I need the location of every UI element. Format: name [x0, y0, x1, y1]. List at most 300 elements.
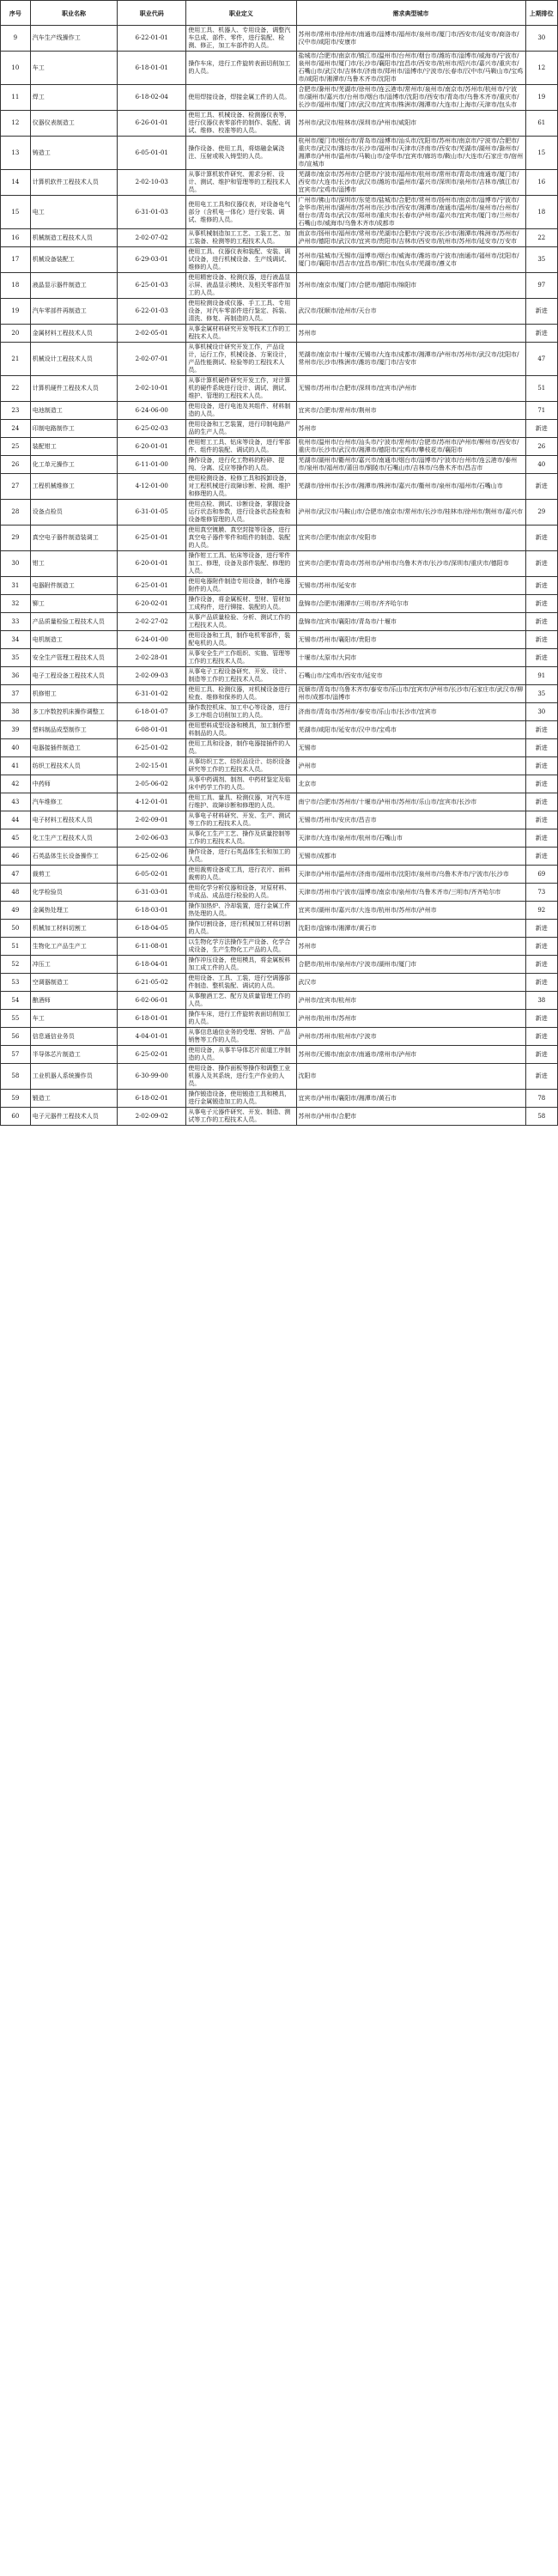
row-seq: 14 — [1, 170, 31, 196]
row-occupation-code: 6-25-02-06 — [118, 848, 186, 866]
table-row — [1, 273, 558, 299]
row-prev-rank: 新进 — [525, 775, 557, 793]
table-row — [1, 1028, 558, 1046]
row-seq: 54 — [1, 992, 31, 1010]
row-seq: 20 — [1, 325, 31, 343]
table-row — [1, 631, 558, 649]
row-prev-rank: 35 — [525, 247, 557, 273]
row-definition: 操作切割设备，进行机械加工材料切割的人员。 — [186, 920, 296, 938]
row-cities: 天津市/苏州市/宁波市/淄博市/南京市/泉州市/乌鲁木齐市/三明市/齐齐哈尔市 — [296, 884, 525, 902]
row-definition: 操作锻造设备，使用锻造工具和模具，进行金属锻造加工的人员。 — [186, 1090, 296, 1108]
row-definition: 使用裁剪设备或工具，进行衣片、面料裁剪的人员。 — [186, 866, 296, 884]
row-seq: 10 — [1, 52, 31, 85]
row-occupation-name: 机械加工材料切割工 — [30, 920, 117, 938]
row-cities: 天津市/大连市/泉州市/杭州市/石嘴山市 — [296, 829, 525, 848]
row-cities: 武汉市/抚顺市/沧州市/天台市 — [296, 299, 525, 325]
row-seq: 31 — [1, 577, 31, 595]
row-occupation-name: 化工单元操作工 — [30, 456, 117, 474]
row-seq: 16 — [1, 229, 31, 247]
row-occupation-name: 化学检验员 — [30, 884, 117, 902]
row-occupation-code: 6-25-01-03 — [118, 273, 186, 299]
row-prev-rank: 新进 — [525, 974, 557, 992]
row-seq: 29 — [1, 526, 31, 551]
row-occupation-code: 2-02-09-01 — [118, 811, 186, 829]
row-seq: 34 — [1, 631, 31, 649]
row-occupation-code: 6-24-06-00 — [118, 402, 186, 420]
row-definition: 从事化工生产工艺、操作及质量控制等工作的工程技术人员。 — [186, 829, 296, 848]
table-row — [1, 721, 558, 739]
row-cities: 盐城市/合肥市/南京市/镇江市/温州市/台州市/烟台市/潍坊市/淄博市/威海市/宁波市/泉州市/福州市/厦门市/长沙市/襄阳市/宜昌市/西安市/杭州市/绍兴市/嘉兴市/重庆市/石嘴山市/武汉市/吉林市/济南市/郑州市/淄博市/宁波市/长春市/汉中市/马鞍山市/宝鸡市/咸阳市/湘潭市/乌鲁木齐市/沈阳市 — [296, 52, 525, 85]
table-row — [1, 1064, 558, 1090]
row-occupation-code: 6-22-01-03 — [118, 299, 186, 325]
row-definition: 操作设备、使用工具，将熔融金属浇注、压射或吸入铸型的人员。 — [186, 137, 296, 170]
row-cities: 苏州市/常州市/徐州市/南通市/淄博市/福州市/泉州市/厦门市/西安市/延安市/商洛市/汉中市/咸阳市/安康市 — [296, 26, 525, 52]
row-prev-rank: 新进 — [525, 956, 557, 974]
row-cities: 苏州市/武汉市/桂林市/深圳市/泸州市/咸阳市 — [296, 111, 525, 137]
row-cities: 盘锦市/合肥市/湘潭市/三明市/齐齐哈尔市 — [296, 595, 525, 613]
row-seq: 27 — [1, 474, 31, 500]
row-prev-rank: 新进 — [525, 595, 557, 613]
occupation-table — [0, 0, 558, 1126]
row-seq: 50 — [1, 920, 31, 938]
row-occupation-name: 汽车零部件再制造工 — [30, 299, 117, 325]
row-seq: 43 — [1, 793, 31, 811]
row-definition: 操作车床，进行工件旋转表面切削加工的人员。 — [186, 52, 296, 85]
row-cities: 无锡市/苏州市/安庆市/昌吉市 — [296, 811, 525, 829]
row-cities: 合肥市/滁州市/芜湖市/徐州市/连云港市/常州市/泉州市/南京市/苏州市/杭州市/宁波市/湖州市/嘉兴市/台州市/烟台市/淄博市/沈阳市/西安市/青岛市/乌鲁木齐市/重庆市/长沙市/福州市/厦门市/武汉市/宜宾市/株洲市/湘潭市/大连市/上海市/天津市/包头市 — [296, 85, 525, 111]
row-cities: 苏州市/无锡市/南京市/南通市/常州市/泸州市 — [296, 1046, 525, 1064]
row-prev-rank: 新进 — [525, 526, 557, 551]
row-occupation-code: 6-02-06-01 — [118, 992, 186, 1010]
row-definition: 使用设备，进行电池及其组件、材料制造的人员。 — [186, 402, 296, 420]
row-prev-rank: 30 — [525, 26, 557, 52]
row-occupation-name: 化工生产工程技术人员 — [30, 829, 117, 848]
row-prev-rank: 58 — [525, 1108, 557, 1126]
row-definition: 从事计算机软件研究、需求分析、设计、测试、维护和管理等的工程技术人员。 — [186, 170, 296, 196]
row-cities: 泸州市/苏州市/杭州市/宁波市 — [296, 1028, 525, 1046]
row-seq: 55 — [1, 1010, 31, 1028]
row-definition: 从事计算机硬件研究开发工作，对计算机的硬件系统进行设计、调试、测试、维护、管理的工程技术人员。 — [186, 376, 296, 402]
row-definition: 使用设备、操作面板等操作和调整工业机器人及其系统，进行生产作业的人员。 — [186, 1064, 296, 1090]
row-occupation-code: 2-02-10-03 — [118, 170, 186, 196]
table-row — [1, 685, 558, 703]
row-prev-rank: 15 — [525, 137, 557, 170]
table-row — [1, 667, 558, 685]
row-seq: 15 — [1, 196, 31, 229]
row-prev-rank: 40 — [525, 456, 557, 474]
row-occupation-name: 电子材料工程技术人员 — [30, 811, 117, 829]
table-row — [1, 866, 558, 884]
row-prev-rank: 78 — [525, 1090, 557, 1108]
row-definition: 操作钳工工具、钻床等设备，进行零件加工、修理，设备及部件装配、修理的人员。 — [186, 551, 296, 577]
row-occupation-name: 产品质量检验工程技术人员 — [30, 613, 117, 631]
row-occupation-name: 空调器制造工 — [30, 974, 117, 992]
row-occupation-code: 6-31-01-05 — [118, 500, 186, 526]
row-occupation-name: 中药师 — [30, 775, 117, 793]
row-occupation-name: 印制电路制作工 — [30, 420, 117, 438]
row-prev-rank: 新进 — [525, 811, 557, 829]
row-cities: 宜宾市/泸州市/襄阳市/湘潭市/黄石市 — [296, 1090, 525, 1108]
row-definition: 使用检测设备、检修工具和拆卸设备，对工程机械进行故障诊断、检测、维护和修理的人员。 — [186, 474, 296, 500]
row-definition: 从事酿酒工艺、配方及质量管理工作的人员。 — [186, 992, 296, 1010]
row-definition: 使用电工工具和仪器仪表，对设备电气部分（含机电一体化）进行安装、调试、维修的人员。 — [186, 196, 296, 229]
row-cities: 武汉市 — [296, 974, 525, 992]
row-seq: 59 — [1, 1090, 31, 1108]
row-occupation-name: 多工序数控机床操作调整工 — [30, 703, 117, 721]
row-prev-rank: 新进 — [525, 577, 557, 595]
row-occupation-code: 6-21-05-02 — [118, 974, 186, 992]
row-definition: 操作车床，进行工件旋转表面切削加工的人员。 — [186, 1010, 296, 1028]
row-seq: 22 — [1, 376, 31, 402]
row-prev-rank: 新进 — [525, 848, 557, 866]
table-row — [1, 848, 558, 866]
row-occupation-code: 2-05-06-02 — [118, 775, 186, 793]
row-occupation-code: 2-02-15-01 — [118, 757, 186, 775]
table-row — [1, 884, 558, 902]
row-definition: 使用工具、机器人、专用设备，调整汽车总成、部件、零件，进行装配、检测、修正，加工车部件的人员。 — [186, 26, 296, 52]
row-cities: 十堰市/太原市/大同市 — [296, 649, 525, 667]
row-cities: 苏州市/南京市/厦门市/合肥市/德阳市/绵阳市 — [296, 273, 525, 299]
row-occupation-code: 2-02-28-01 — [118, 649, 186, 667]
row-definition: 使用钳工工具、钻床等设备，进行零部件、组件的装配、调试的人员。 — [186, 438, 296, 456]
row-cities: 泸州市/宜宾市/杭州市 — [296, 992, 525, 1010]
row-occupation-name: 计算机硬件工程技术人员 — [30, 376, 117, 402]
row-definition: 操作设备，进行化工物料的粉碎、提纯、分离、反应等操作的人员。 — [186, 456, 296, 474]
row-definition: 操作冲压设备，使用模具，将金属板料加工成工件的人员。 — [186, 956, 296, 974]
row-cities: 无锡市/苏州市/延安市 — [296, 577, 525, 595]
table-row — [1, 577, 558, 595]
row-occupation-name: 信息通信业务员 — [30, 1028, 117, 1046]
row-prev-rank: 22 — [525, 229, 557, 247]
row-definition: 使用电器附件制造专用设备，制作电器附件的人员。 — [186, 577, 296, 595]
row-seq: 45 — [1, 829, 31, 848]
row-cities: 泸州市/杭州市/苏州市 — [296, 1010, 525, 1028]
table-row — [1, 500, 558, 526]
table-row — [1, 456, 558, 474]
row-occupation-name: 机械设备装配工 — [30, 247, 117, 273]
row-cities: 芜湖市/咸阳市/延安市/汉中市/宝鸡市 — [296, 721, 525, 739]
row-definition: 使用化学分析仪器和设备，对原材料、半成品、成品进行检验的人员。 — [186, 884, 296, 902]
row-definition: 操作加热炉、冷却装置，进行金属工件热处理的人员。 — [186, 902, 296, 920]
row-seq: 36 — [1, 667, 31, 685]
row-prev-rank: 61 — [525, 111, 557, 137]
row-prev-rank: 新进 — [525, 325, 557, 343]
row-cities: 广州市/佛山市/深圳市/东莞市/盐城市/合肥市/常州市/扬州市/南京市/淄博市/宁波市/金华市/杭州市/湖州市/苏州市/长沙市/西安市/湘潭市/南通市/温州市/泉州市/台州市/烟台市/青岛市/武汉市/郑州市/重庆市/长春市/泸州市/嘉兴市/宜宾市/厦门市/兰州市/石嘴山市/威海市/乌鲁木齐市/成都市 — [296, 196, 525, 229]
table-row — [1, 474, 558, 500]
row-seq: 58 — [1, 1064, 31, 1090]
row-occupation-name: 电子工程设备工程技术人员 — [30, 667, 117, 685]
table-row — [1, 1108, 558, 1126]
row-prev-rank: 新进 — [525, 739, 557, 757]
row-occupation-code: 6-31-01-03 — [118, 196, 186, 229]
row-seq: 13 — [1, 137, 31, 170]
row-prev-rank: 47 — [525, 343, 557, 376]
row-definition: 从事安全生产工作组织、实施、管理等工作的工程技术人员。 — [186, 649, 296, 667]
row-definition: 使用设备和工艺装置，进行印制电路产品的生产人员。 — [186, 420, 296, 438]
row-prev-rank: 91 — [525, 667, 557, 685]
table-row — [1, 85, 558, 111]
table-row — [1, 247, 558, 273]
row-seq: 28 — [1, 500, 31, 526]
row-occupation-code: 2-02-07-02 — [118, 229, 186, 247]
row-prev-rank: 51 — [525, 376, 557, 402]
row-seq: 26 — [1, 456, 31, 474]
row-occupation-code: 6-08-01-01 — [118, 721, 186, 739]
row-occupation-code: 4-12-01-00 — [118, 474, 186, 500]
row-occupation-name: 焊工 — [30, 85, 117, 111]
row-seq: 32 — [1, 595, 31, 613]
table-row — [1, 703, 558, 721]
row-prev-rank: 18 — [525, 196, 557, 229]
row-occupation-name: 机械制造工程技术人员 — [30, 229, 117, 247]
table-row — [1, 793, 558, 811]
row-prev-rank: 新进 — [525, 420, 557, 438]
row-prev-rank: 73 — [525, 884, 557, 902]
row-definition: 从事电子工程设备研究、开发、设计、制造等工作的工程技术人员。 — [186, 667, 296, 685]
row-occupation-code: 4-04-01-01 — [118, 1028, 186, 1046]
row-prev-rank: 12 — [525, 52, 557, 85]
row-prev-rank: 新进 — [525, 649, 557, 667]
table-row — [1, 111, 558, 137]
table-row — [1, 613, 558, 631]
row-cities: 沈阳市/盘锦市/湘潭市/黄石市 — [296, 920, 525, 938]
row-occupation-code: 2-02-10-01 — [118, 376, 186, 402]
table-row — [1, 739, 558, 757]
table-row — [1, 229, 558, 247]
row-cities: 杭州市/厦门市/烟台市/青岛市/淄博市/汕头市/沈阳市/苏州市/南京市/宁波市/合肥市/重庆市/武汉市/潍坊市/长沙市/福州市/天津市/济南市/西安市/芜湖市/湖州市/滁州市/湘潭市/泸州市/温州市/马鞍山市/金华市/宜宾市/廊坊市/鞍山市/大连市/石家庄市/宿州市/宣城市 — [296, 137, 525, 170]
row-occupation-code: 6-31-01-02 — [118, 685, 186, 703]
table-row — [1, 1046, 558, 1064]
row-cities: 泸州市/武汉市/马鞍山市/合肥市/南京市/常州市/长沙市/桂林市/徐州市/荆州市/嘉兴市 — [296, 500, 525, 526]
row-occupation-code: 6-30-99-00 — [118, 1064, 186, 1090]
row-seq: 23 — [1, 402, 31, 420]
row-occupation-code: 6-25-01-01 — [118, 526, 186, 551]
row-cities: 北京市 — [296, 775, 525, 793]
row-cities: 石嘴山市/宝鸡市/西安市/延安市 — [296, 667, 525, 685]
row-occupation-code: 6-05-02-01 — [118, 866, 186, 884]
row-prev-rank: 新进 — [525, 793, 557, 811]
row-cities: 芜湖市/南京市/十堰市/无锡市/大连市/成都市/湘潭市/泸州市/苏州市/武汉市/沈阳市/常州市/长沙市/株洲市/潍坊市/厦门市/吉安市 — [296, 343, 525, 376]
row-occupation-name: 金属材料工程技术人员 — [30, 325, 117, 343]
row-seq: 12 — [1, 111, 31, 137]
row-occupation-name: 纺织工程技术人员 — [30, 757, 117, 775]
row-occupation-code: 6-18-04-01 — [118, 956, 186, 974]
row-occupation-name: 机械设计工程技术人员 — [30, 343, 117, 376]
row-cities: 苏州市 — [296, 420, 525, 438]
row-seq: 42 — [1, 775, 31, 793]
row-seq: 37 — [1, 685, 31, 703]
row-prev-rank: 19 — [525, 85, 557, 111]
table-row — [1, 974, 558, 992]
row-occupation-code: 6-18-02-04 — [118, 85, 186, 111]
row-definition: 使用工具、仪器仪表和装配、安装、调试设备，进行机械设备、生产线调试、维修的人员。 — [186, 247, 296, 273]
row-occupation-code: 6-18-03-01 — [118, 902, 186, 920]
row-definition: 以生物化学方法操作生产设备、化学合成设备，生产生物化工产品的人员。 — [186, 938, 296, 956]
row-seq: 9 — [1, 26, 31, 52]
row-prev-rank: 新进 — [525, 1010, 557, 1028]
row-occupation-name: 工业机器人系统操作员 — [30, 1064, 117, 1090]
table-row — [1, 595, 558, 613]
row-prev-rank: 35 — [525, 685, 557, 703]
row-prev-rank: 新进 — [525, 613, 557, 631]
row-definition: 使用检测设备或仪器、手工工具、专用设备，对汽车零部件进行鉴定、拆装、清洗、修复、再制造的人员。 — [186, 299, 296, 325]
table-row — [1, 526, 558, 551]
row-cities: 宜宾市/合肥市/南京市/安阳市 — [296, 526, 525, 551]
row-definition: 使用工具、量具、检测仪器，对汽车进行维护、故障诊断和修理的人员。 — [186, 793, 296, 811]
row-seq: 47 — [1, 866, 31, 884]
row-seq: 19 — [1, 299, 31, 325]
table-row — [1, 956, 558, 974]
row-seq: 48 — [1, 884, 31, 902]
table-row — [1, 920, 558, 938]
row-definition: 使用点检、测试、诊断设备，掌握设备运行状态和参数，进行设备状态检查和设备维修管理的人员。 — [186, 500, 296, 526]
table-row — [1, 343, 558, 376]
table-body — [1, 26, 558, 1126]
row-definition: 操作设备，将金属板材、型材、管材加工成构件，进行铆接、装配的人员。 — [186, 595, 296, 613]
row-occupation-name: 生物化工产品生产工 — [30, 938, 117, 956]
row-occupation-name: 液晶显示器件制造工 — [30, 273, 117, 299]
row-seq: 57 — [1, 1046, 31, 1064]
table-header — [1, 1, 558, 26]
row-prev-rank: 新进 — [525, 920, 557, 938]
header-definition: 职业定义 — [186, 1, 296, 26]
row-occupation-name: 塑料制品成型制作工 — [30, 721, 117, 739]
row-cities: 抚顺市/青岛市/乌鲁木齐市/泰安市/乐山市/宜宾市/泸州市/长沙市/石家庄市/武汉市/柳州市/成都市/淄博市 — [296, 685, 525, 703]
row-prev-rank: 29 — [525, 500, 557, 526]
row-seq: 18 — [1, 273, 31, 299]
row-occupation-name: 电器附件制造工 — [30, 577, 117, 595]
table-row — [1, 402, 558, 420]
row-definition: 使用焊接设备，焊接金属工件的人员。 — [186, 85, 296, 111]
row-seq: 35 — [1, 649, 31, 667]
row-definition: 从事机械设计研究开发工作，产品设计，运行工作，机械设备、方案设计，产品性能测试、检验等的工程技术人员。 — [186, 343, 296, 376]
row-seq: 49 — [1, 902, 31, 920]
row-occupation-name: 电子元器件工程技术人员 — [30, 1108, 117, 1126]
row-prev-rank: 新进 — [525, 938, 557, 956]
table-row — [1, 420, 558, 438]
table-row — [1, 649, 558, 667]
row-occupation-code: 6-24-01-00 — [118, 631, 186, 649]
row-occupation-name: 半导体芯片制造工 — [30, 1046, 117, 1064]
row-prev-rank: 新进 — [525, 474, 557, 500]
row-definition: 从事信息通信业务的受理、营销、产品销售等工作的人员。 — [186, 1028, 296, 1046]
row-occupation-code: 6-25-02-01 — [118, 1046, 186, 1064]
table-row — [1, 376, 558, 402]
row-occupation-code: 6-26-01-01 — [118, 111, 186, 137]
row-occupation-name: 安全生产管理工程技术人员 — [30, 649, 117, 667]
row-definition: 从事电子材料研究、开发、生产、测试等工作的工程技术人员。 — [186, 811, 296, 829]
row-prev-rank: 新进 — [525, 1028, 557, 1046]
row-cities: 南宁市/合肥市/苏州市/十堰市/泸州市/苏州市/乐山市/宜宾市/长沙市 — [296, 793, 525, 811]
table-row — [1, 757, 558, 775]
row-cities: 宜宾市/湖州市/嘉兴市/大连市/杭州市/苏州市/泸州市 — [296, 902, 525, 920]
row-occupation-name: 金属热处理工 — [30, 902, 117, 920]
row-cities: 宜宾市/合肥市/青岛市/苏州市/泸州市/乌鲁木齐市/长沙市/深圳市/重庆市/德阳市 — [296, 551, 525, 577]
row-occupation-code: 6-18-01-07 — [118, 703, 186, 721]
table-row — [1, 1010, 558, 1028]
table-row — [1, 325, 558, 343]
row-prev-rank: 新进 — [525, 551, 557, 577]
row-cities: 无锡市/苏州市/合肥市/深圳市/宜宾市/泸州市 — [296, 376, 525, 402]
row-prev-rank: 38 — [525, 992, 557, 1010]
table-row — [1, 829, 558, 848]
row-seq: 56 — [1, 1028, 31, 1046]
row-seq: 24 — [1, 420, 31, 438]
row-prev-rank: 30 — [525, 703, 557, 721]
row-occupation-code: 2-02-27-02 — [118, 613, 186, 631]
row-occupation-name: 工程机械维修工 — [30, 474, 117, 500]
row-occupation-name: 计算机软件工程技术人员 — [30, 170, 117, 196]
row-definition: 从事金属材料研究开发等技术工作的工程技术人员。 — [186, 325, 296, 343]
row-occupation-name: 电池制造工 — [30, 402, 117, 420]
row-seq: 38 — [1, 703, 31, 721]
row-occupation-code: 6-29-03-01 — [118, 247, 186, 273]
row-definition: 从事产品质量检验、分析、测试工作的工程技术人员。 — [186, 613, 296, 631]
table-row — [1, 52, 558, 85]
row-seq: 53 — [1, 974, 31, 992]
row-occupation-code: 6-11-08-01 — [118, 938, 186, 956]
row-cities: 杭州市/温州市/台州市/汕头市/宁波市/常州市/合肥市/苏州市/泸州市/柳州市/西安市/重庆市/长沙市/武汉市/湘潭市/德阳市/宝鸡市/攀枝花市/襄阳市 — [296, 438, 525, 456]
row-seq: 17 — [1, 247, 31, 273]
row-occupation-code: 6-05-01-01 — [118, 137, 186, 170]
row-cities: 苏州市/泸州市/合肥市 — [296, 1108, 525, 1126]
row-cities: 苏州市/盐城市/无锡市/淄博市/烟台市/威海市/潍坊市/宁波市/南通市/福州市/沈阳市/厦门市/襄阳市/昌吉市/宜昌市/铜仁市/包头市/芜湖市/遵义市 — [296, 247, 525, 273]
row-occupation-name: 铆工 — [30, 595, 117, 613]
row-definition: 从事机械制造加工工艺、工装工艺、加工装备、检测等的工程技术人员。 — [186, 229, 296, 247]
row-prev-rank: 92 — [525, 902, 557, 920]
table-row — [1, 811, 558, 829]
row-definition: 使用设备和工具，制作电机零部件，装配电机的人员。 — [186, 631, 296, 649]
row-occupation-code: 6-18-01-01 — [118, 52, 186, 85]
row-cities: 合肥市/杭州市/泉州市/宁波市/湖州市/厦门市 — [296, 956, 525, 974]
row-occupation-code: 4-12-01-01 — [118, 793, 186, 811]
table-row — [1, 299, 558, 325]
row-occupation-name: 车工 — [30, 52, 117, 85]
row-occupation-name: 汽车生产线操作工 — [30, 26, 117, 52]
row-prev-rank: 新进 — [525, 757, 557, 775]
row-cities: 无锡市/成都市 — [296, 848, 525, 866]
row-definition: 使用真空镀膜、真空封接等设备，进行真空电子器件零件和组件的制造、装配的人员。 — [186, 526, 296, 551]
row-definition: 使用设备、工具、工装，进行空调器部件制造、整机装配、调试的人员。 — [186, 974, 296, 992]
row-occupation-name: 钳工 — [30, 551, 117, 577]
row-occupation-name: 仪器仪表制造工 — [30, 111, 117, 137]
row-occupation-code: 2-02-09-03 — [118, 667, 186, 685]
table-row — [1, 170, 558, 196]
row-occupation-name: 酿酒师 — [30, 992, 117, 1010]
row-definition: 从事中药调剂、制剂、中药材鉴定及临床中药学工作的人员。 — [186, 775, 296, 793]
row-cities: 芜湖市/徐州市/长沙市/湘潭市/株洲市/嘉兴市/衢州市/泉州市/福州市/石嘴山市 — [296, 474, 525, 500]
header-cities: 需求典型城市 — [296, 1, 525, 26]
row-definition: 使用工具、机械设备、检测器仪表等，进行仪器仪表零部件的制作、装配、调试、维修、校准等的人员。 — [186, 111, 296, 137]
row-occupation-code: 6-18-01-01 — [118, 1010, 186, 1028]
row-prev-rank: 97 — [525, 273, 557, 299]
header-seq: 序号 — [1, 1, 31, 26]
table-row — [1, 992, 558, 1010]
row-definition: 使用工具、检测仪器，对机械设备进行检查、维修和保养的人员。 — [186, 685, 296, 703]
row-occupation-name: 车工 — [30, 1010, 117, 1028]
row-seq: 33 — [1, 613, 31, 631]
table-row — [1, 902, 558, 920]
row-occupation-name: 真空电子器件制造装调工 — [30, 526, 117, 551]
row-prev-rank: 新进 — [525, 631, 557, 649]
row-cities: 无锡市 — [296, 739, 525, 757]
row-occupation-name: 电工 — [30, 196, 117, 229]
row-occupation-name: 装配钳工 — [30, 438, 117, 456]
row-definition: 使用设备，从事半导体芯片前道工序制造的人员。 — [186, 1046, 296, 1064]
row-occupation-name: 裁剪工 — [30, 866, 117, 884]
row-seq: 39 — [1, 721, 31, 739]
row-seq: 46 — [1, 848, 31, 866]
